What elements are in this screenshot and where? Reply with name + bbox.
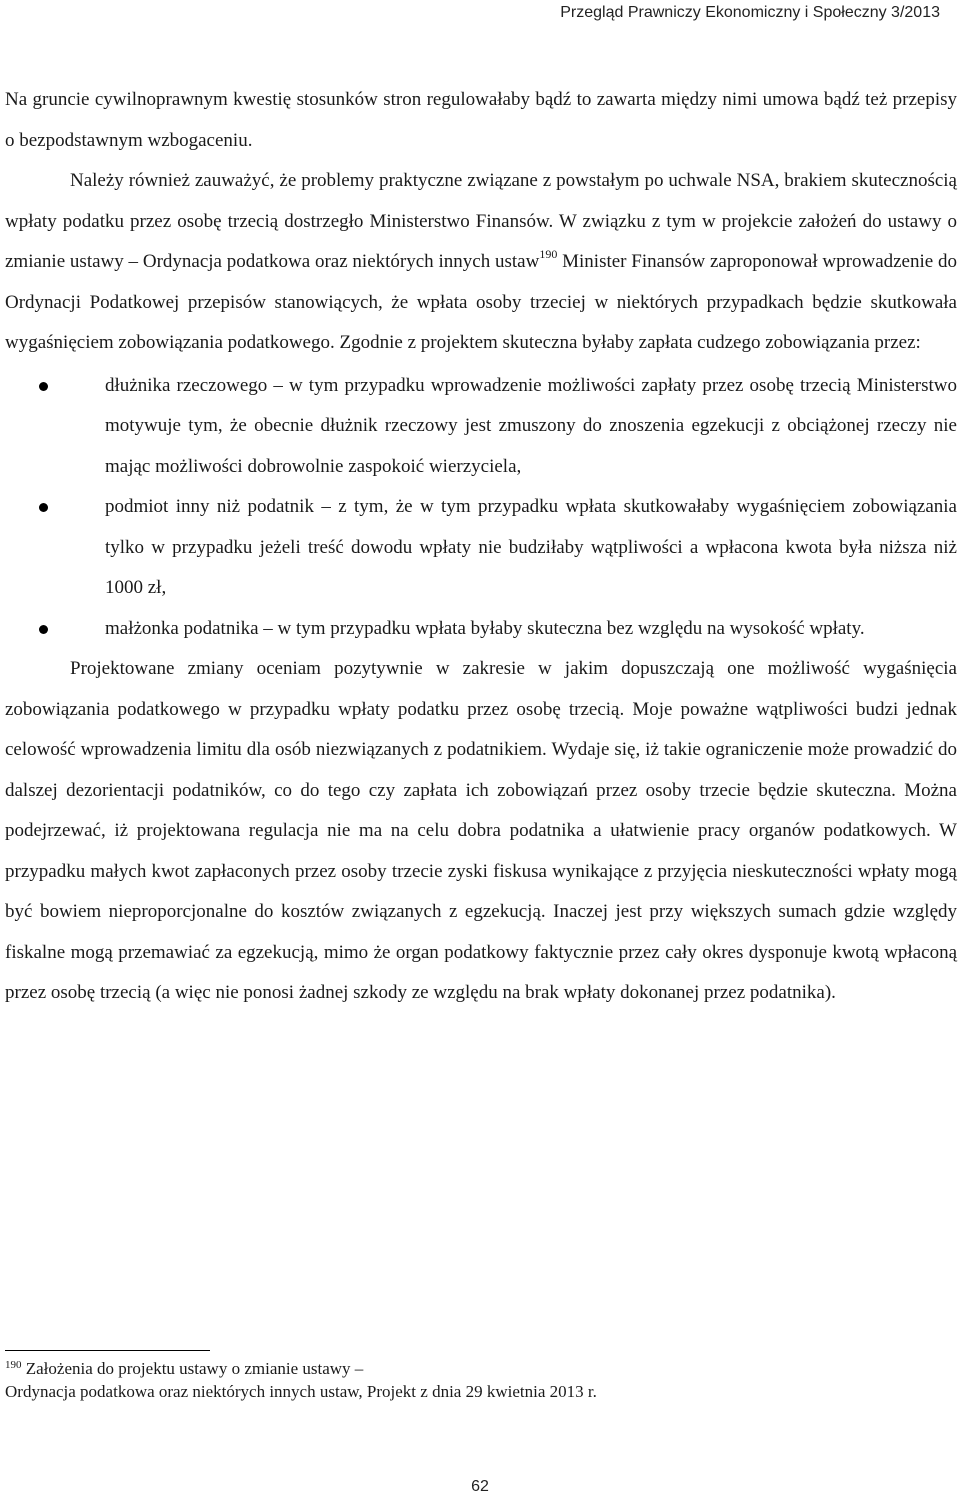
footnote bbox=[5, 1357, 905, 1403]
footnote-number: 190 bbox=[5, 1359, 22, 1371]
footnote-reference[interactable]: 190 bbox=[539, 247, 558, 261]
running-header: Przegląd Prawniczy Ekonomiczny i Społeczny 3/2013 bbox=[560, 4, 940, 21]
paragraph-2-text-a: Należy również zauważyć, że problemy praktyczne związane z powstałym po uchwale NSA, brakiem skutecznością wpłaty podatku przez osobę trzecią dostrzegło Ministerstwo Finansów. W związku z tym w projekcie założeń do ustawy o zmianie ustawy – Ordynacja podatkowa oraz niektórych innych ustaw bbox=[5, 170, 957, 272]
main-text bbox=[5, 80, 957, 1014]
list-item bbox=[105, 487, 957, 609]
list-item bbox=[105, 609, 957, 650]
bullet-icon bbox=[39, 382, 48, 391]
bullet-icon bbox=[39, 625, 48, 634]
list-item-text: podmiot inny niż podatnik – z tym, że w tym przypadku wpłata skutkowałaby wygaśnięciem zobowiązania tylko w przypadku jeżeli treść dowodu wpłaty nie budziłaby wątpliwości a wpłacona kwota była niższa niż 1000 zł, bbox=[105, 496, 957, 598]
paragraph-2-text-b: Minister Finansów zaproponował wprowadzenie do Ordynacji Podatkowej przepisów stanowiących, że wpłata osoby trzeciej w niektórych przypadkach będzie skutkowała wygaśnięciem zobowiązania podatkowego. Zgodnie z projektem skuteczna byłaby zapłata cudzego zobowiązania przez: bbox=[5, 251, 957, 353]
paragraph-3: Projektowane zmiany oceniam pozytywnie w zakresie w jakim dopuszczają one możliwość wygaśnięcia zobowiązania podatkowego w przypadku wpłaty podatku przez osobę trzecią. Moje poważne wątpliwości budzi jednak celowość wprowadzenia limitu dla osób niezwiązanych z podatnikiem. Wydaje się, iż takie ograniczenie może prowadzić do dalszej dezorientacji podatników, co do tego czy zapłata ich zobowiązań przez osoby trzecie będzie skuteczna. Można podejrzewać, iż projektowana regulacja nie ma na celu dobra podatnika a ułatwienie pracy organów podatkowych. W przypadku małych kwot zapłaconych przez osoby trzecie zyski fiskusa wynikające z przyjęcia nieskuteczności wpłaty mogą być bowiem nieproporcjonalne do kosztów związanych z egzekucją. Inaczej jest przy większych sumach gdzie względy fiskalne mogą przemawiać za egzekucją, mimo że organ podatkowy faktycznie przez cały okres dysponuje kwotą wpłaconą przez osobę trzecią (a więc nie ponosi żadnej szkody ze względu na brak wpłaty dokonanej przez podatnika). bbox=[5, 658, 957, 1003]
page-number: 62 bbox=[471, 1478, 489, 1495]
footnote-separator bbox=[5, 1350, 210, 1351]
list-item-text: dłużnika rzeczowego – w tym przypadku wprowadzenie możliwości zapłaty przez osobę trzecią Ministerstwo motywuje tym, że obecnie dłużnik rzeczowy jest zmuszony do znoszenia egzekucji z obciążonej rzeczy nie mając możliwości dobrowolnie zaspokoić wierzyciela, bbox=[105, 374, 957, 477]
paragraph-2 bbox=[5, 161, 957, 364]
bullet-icon bbox=[39, 503, 48, 512]
footnote-line-2: Ordynacja podatkowa oraz niektórych innych ustaw, Projekt z dnia 29 kwietnia 2013 r. bbox=[5, 1382, 597, 1401]
bullet-list bbox=[5, 366, 957, 650]
paragraph-1: Na gruncie cywilnoprawnym kwestię stosunków stron regulowałaby bądź to zawarta między nimi umowa bądź też przepisy o bezpodstawnym wzbogaceniu. bbox=[5, 89, 957, 151]
footnote-text-1: Założenia do projektu ustawy o zmianie ustawy – bbox=[25, 1359, 364, 1378]
list-item-text: małżonka podatnika – w tym przypadku wpłata byłaby skuteczna bez względu na wysokość wpłaty. bbox=[105, 617, 865, 639]
footnote-line-1 bbox=[5, 1357, 905, 1380]
list-item bbox=[105, 366, 957, 488]
